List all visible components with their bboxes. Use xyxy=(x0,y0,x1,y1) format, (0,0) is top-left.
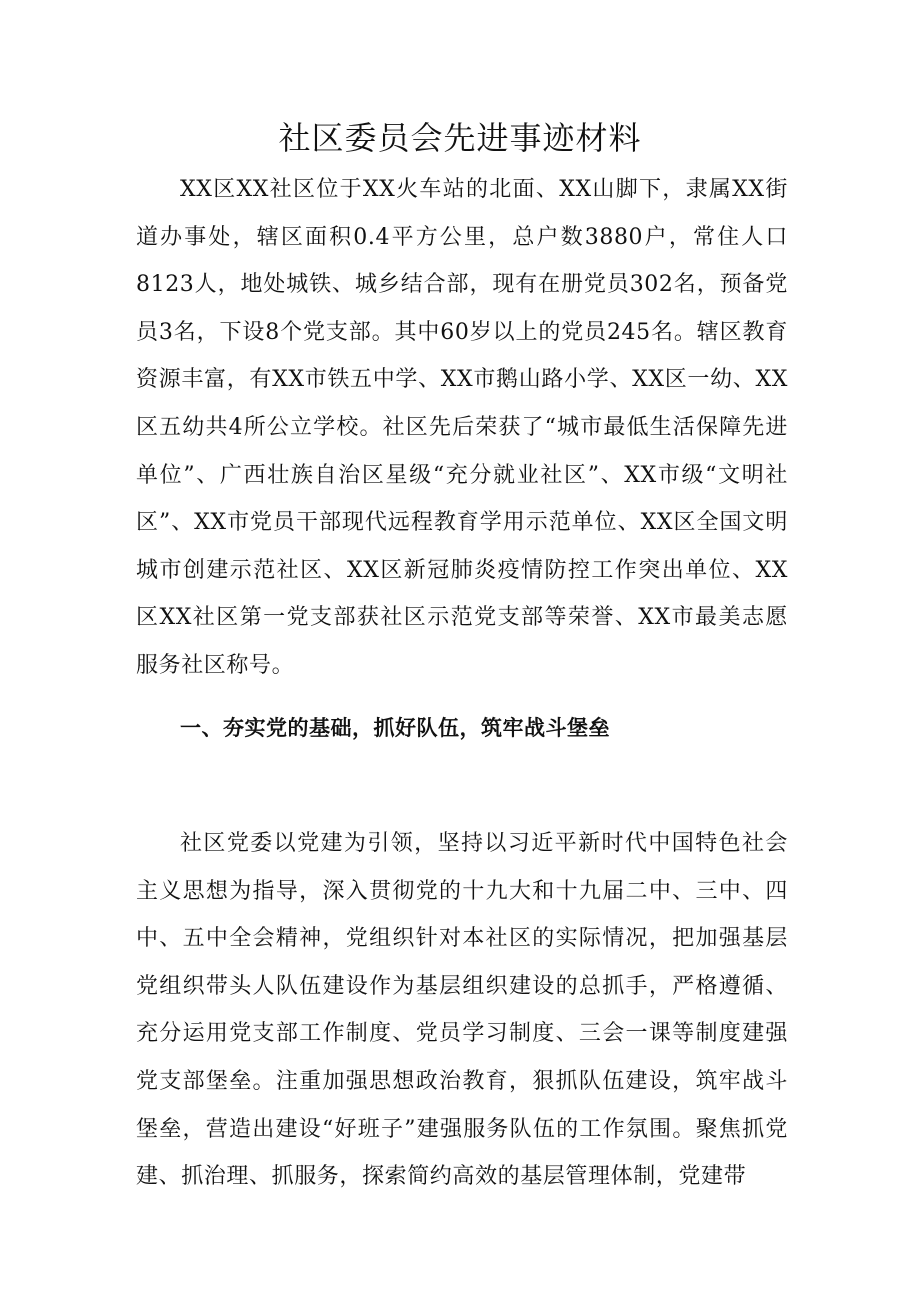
intro-paragraph: XX区XX社区位于XX火车站的北面、XX山脚下，隶属XX街道办事处，辖区面积0.4平方公里，总户数3880户，常住人口8123人，地处城铁、城乡结合部，现有在册党员302名，预备党员3名，下设8个党支部。其中60岁以上的党员245名。辖区教育资源丰富，有XX市铁五中学、XX市鹅山路小学、XX区一幼、XX区五幼共4所公立学校。社区先后荣获了“城市最低生活保障先进单位”、广西壮族自治区星级“充分就业社区”、XX市级“文明社区”、XX市党员干部现代远程教育学用示范单位、XX区全国文明城市创建示范社区、XX区新冠肺炎疫情防控工作突出单位、XX区XX社区第一党支部获社区示范党支部等荣誉、XX市最美志愿服务社区称号。 xyxy=(136,177,788,678)
document-title: 社区委员会先进事迹材料 xyxy=(278,119,642,157)
section-heading: 一、夯实党的基础，抓好队伍，筑牢战斗堡垒 xyxy=(180,715,610,740)
section-paragraph: 社区党委以党建为引领，坚持以习近平新时代中国特色社会主义思想为指导，深入贯彻党的十九大和十九届二中、三中、四中、五中全会精神，党组织针对本社区的实际情况，把加强基层党组织带头人队伍建设作为基层组织建设的总抓手，严格遵循、充分运用党支部工作制度、党员学习制度、三会一课等制度建强党支部堡垒。注重加强思想政治教育，狠抓队伍建设，筑牢战斗堡垒，营造出建设“好班子”建强服务队伍的工作氛围。聚焦抓党建、抓治理、抓服务，探索简约高效的基层管理体制，党建带 xyxy=(136,831,788,1190)
